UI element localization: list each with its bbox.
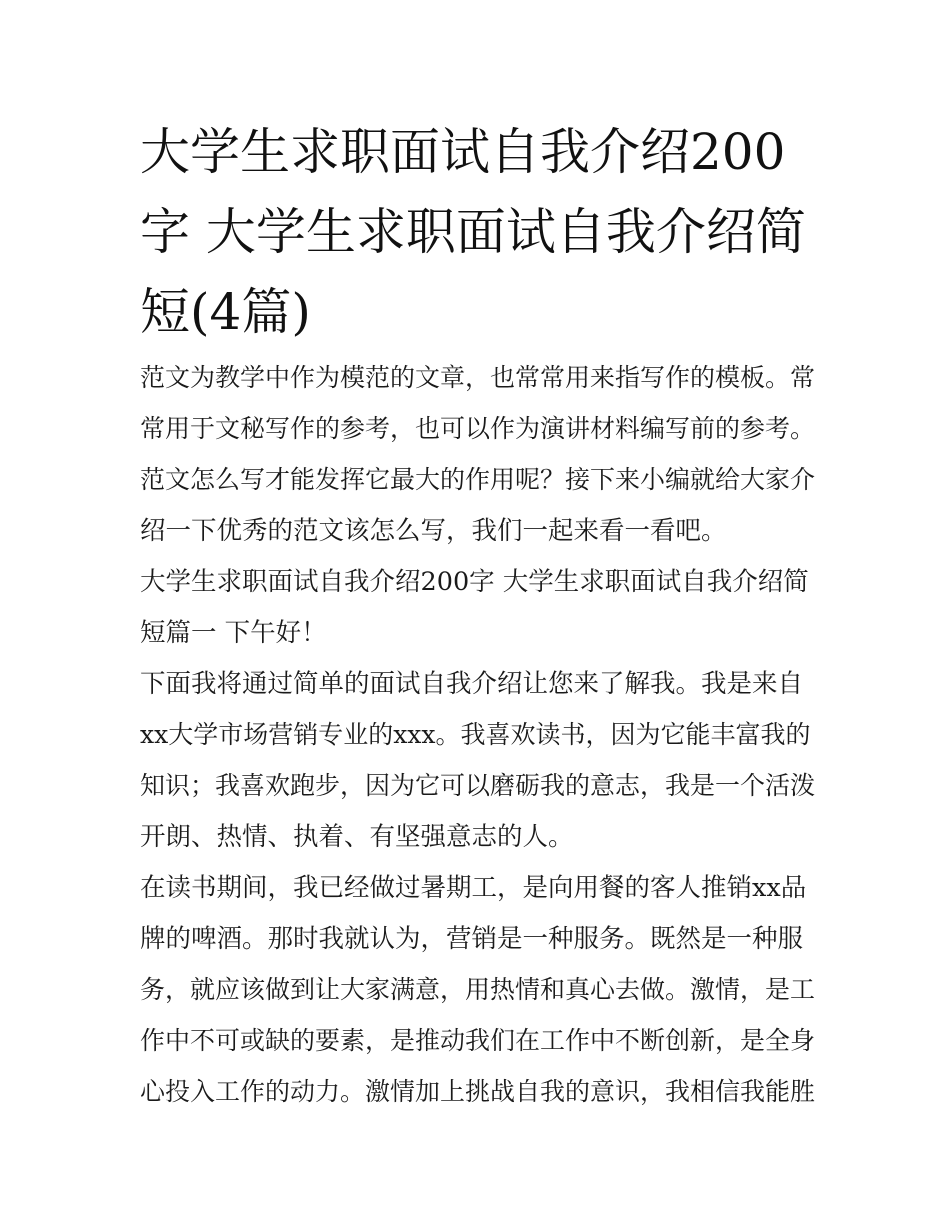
body-line: 开朗、热情、执着、有坚强意志的人。 [140, 822, 574, 852]
body-line: xx大学市场营销专业的xxx。我喜欢读书，因为它能丰富我的 [140, 720, 811, 749]
body-line: 作中不可或缺的要素，是推动我们在工作中不断创新，是全身 [140, 1026, 816, 1055]
body-line: 务，就应该做到让大家满意，用热情和真心去做。激情，是工 [140, 975, 816, 1004]
body-line: 短篇一 下午好！ [140, 618, 327, 648]
body-line: 大学生求职面试自我介绍200字 大学生求职面试自我介绍简 [140, 567, 809, 597]
body-line: 绍一下优秀的范文该怎么写，我们一起来看一看吧。 [140, 516, 727, 546]
body-line: 在读书期间，我已经做过暑期工，是向用餐的客人推销xx品 [140, 873, 807, 903]
document-title: 大学生求职面试自我介绍200字 大学生求职面试自我介绍简短(4篇) [140, 123, 806, 341]
body-line: 牌的啤酒。那时我就认为，营销是一种服务。既然是一种服 [140, 924, 804, 954]
body-line: 常用于文秘写作的参考，也可以作为演讲材料编写前的参考。 [140, 414, 816, 443]
body-line: 下面我将通过简单的面试自我介绍让您来了解我。我是来自 [140, 669, 804, 699]
body-line: 心投入工作的动力。激情加上挑战自我的意识，我相信我能胜 [140, 1077, 816, 1106]
body-line: 知识；我喜欢跑步，因为它可以磨砺我的意志，我是一个活泼 [140, 771, 816, 800]
body-line: 范文为教学中作为模范的文章，也常常用来指写作的模板。常 [140, 363, 816, 392]
body-line: 范文怎么写才能发挥它最大的作用呢？接下来小编就给大家介 [140, 465, 816, 494]
